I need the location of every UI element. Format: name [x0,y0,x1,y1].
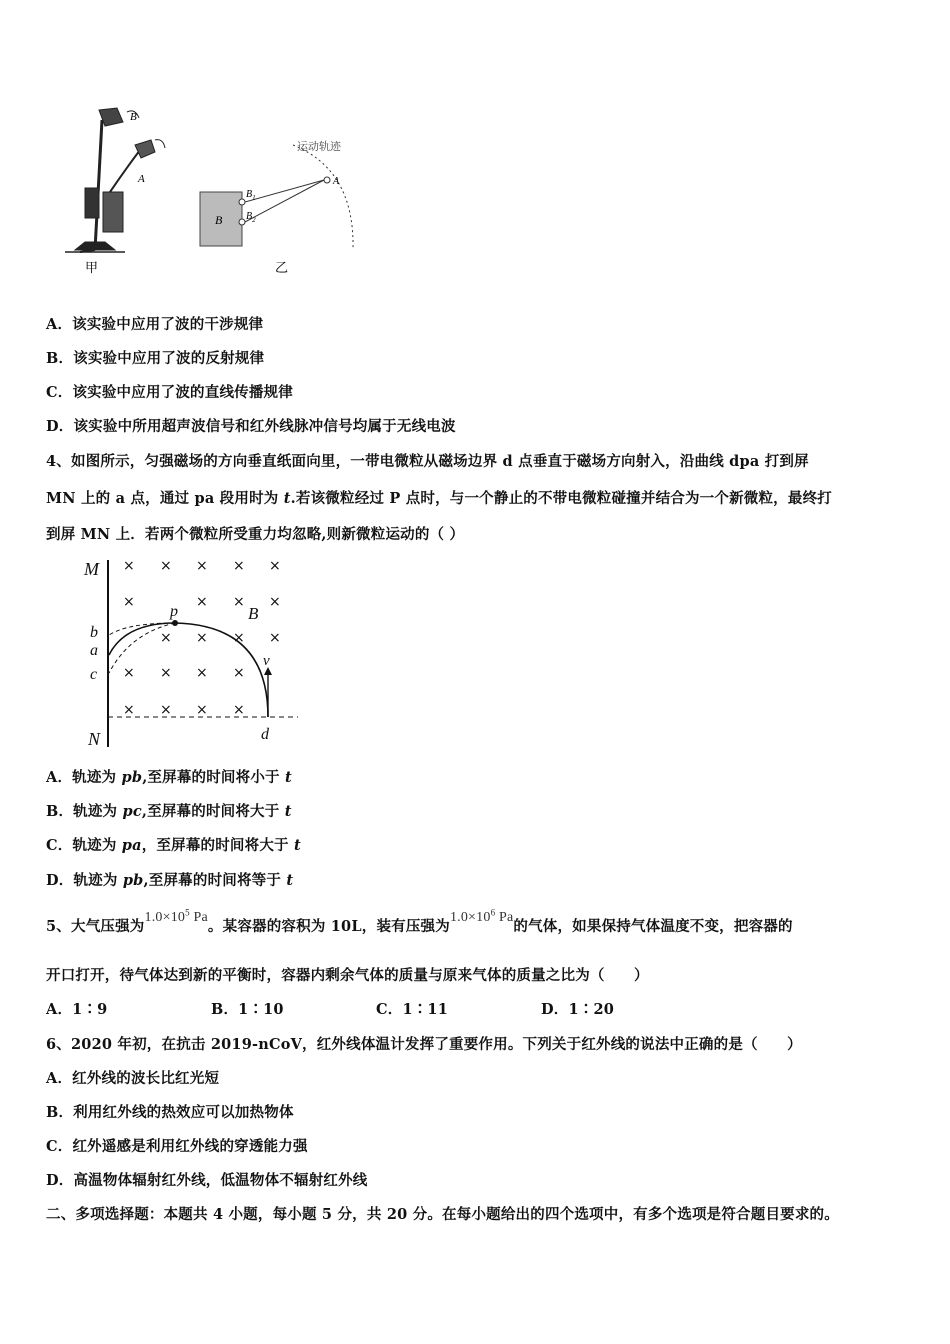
apparatus-yi [200,145,353,250]
q4-stem-line1: 4、如图所示，匀强磁场的方向垂直纸面向里，一带电微粒从磁场边界 d 点垂直于磁场方向射入，沿曲线 dpa 打到屏 [46,453,809,470]
jia-label-A: A [138,173,145,185]
section2-heading: 二、多项选择题：本题共 4 小题，每小题 5 分，共 20 分。在每小题给出的四个选项中，有多个选项是符合题目要求的。 [46,1206,839,1223]
q3-option-c: C．该实验中应用了波的直线传播规律 [46,384,293,401]
svg-text:×: × [269,630,281,646]
q6-stem: 6、2020 年初，在抗击 2019-nCoV，红外线体温计发挥了重要作用。下列关于红外线的说法中正确的是（ ） [46,1036,802,1053]
svg-text:×: × [269,558,281,574]
field-crosses [123,558,281,718]
q3-option-b: B．该实验中应用了波的反射规律 [46,350,265,367]
svg-text:×: × [123,594,135,610]
svg-text:×: × [196,558,208,574]
label-M: M [84,559,99,579]
point-p [172,620,178,626]
q6-option-d: D．高温物体辐射红外线，低温物体不辐射红外线 [46,1172,368,1189]
yi-label-B: B [215,213,223,227]
q5-stem-line1: 5、大气压强为$1.0\times 10^5$ Pa。某容器的容积为 10L，装有压强为$1.0\times 10^6$ Pa的气体，如果保持气体温度不变，把容器的 [46,907,793,935]
q4-option-d: D．轨迹为 pb,至屏幕的时间将等于 t [46,872,294,889]
label-track: 运动轨迹 [297,140,341,153]
svg-text:×: × [160,630,172,646]
figure-apparatus [55,100,395,290]
q3-option-a: A．该实验中应用了波的干涉规律 [46,316,264,333]
label-a: a [90,642,98,659]
label-p: p [170,603,178,620]
apparatus-jia [65,108,165,252]
q6-option-c: C．红外遥感是利用红外线的穿透能力强 [46,1138,308,1155]
svg-text:×: × [160,558,172,574]
svg-text:×: × [123,558,135,574]
svg-text:×: × [196,665,208,681]
q5-option-c: C．1∶11 [376,1001,449,1018]
q5-option-a: A．1∶9 [46,1001,108,1018]
svg-text:×: × [123,665,135,681]
label-b: b [90,624,98,641]
label-yi: 乙 [275,261,289,276]
q3-option-d: D．该实验中所用超声波信号和红外线脉冲信号均属于无线电波 [46,418,456,435]
q4-stem-line2: MN 上的 a 点，通过 pa 段用时为 t.若该微粒经过 P 点时，与一个静止的不带电微粒碰撞并结合为一个新微粒，最终打 [46,490,832,507]
svg-text:×: × [196,630,208,646]
label-c: c [90,666,98,683]
svg-text:×: × [269,594,281,610]
figure-magnetic-field [80,555,310,750]
yi-label-B2: $B_2$ [246,211,256,224]
q5-option-d: D．1∶20 [541,1001,615,1018]
q6-option-b: B．利用红外线的热效应可以加热物体 [46,1104,294,1121]
svg-text:×: × [160,665,172,681]
svg-text:×: × [196,702,208,718]
label-v: v [263,653,270,669]
svg-text:×: × [233,630,245,646]
pressure-p0: $1.0\times 10^5$ Pa [144,907,208,925]
label-B-field: B [248,604,259,623]
svg-text:×: × [160,702,172,718]
svg-text:×: × [233,594,245,610]
label-jia: 甲 [85,261,99,276]
pressure-p1: $1.0\times 10^6$ Pa [449,907,514,925]
q4-option-c: C．轨迹为 pa，至屏幕的时间将大于 t [46,837,301,854]
svg-text:×: × [196,594,208,610]
q5-options [46,998,706,1019]
q4-option-a: A．轨迹为 pb,至屏幕的时间将小于 t [46,769,292,786]
yi-label-B1: $B_1$ [246,189,256,202]
svg-text:×: × [233,702,245,718]
svg-text:×: × [233,558,245,574]
label-N: N [88,729,101,749]
svg-text:×: × [123,702,135,718]
q6-option-a: A．红外线的波长比红光短 [46,1070,220,1087]
q4-stem-line3: 到屏 MN 上．若两个微粒所受重力均忽略,则新微粒运动的（ ） [46,526,465,543]
q5-option-b: B．1∶10 [211,1001,284,1018]
yi-label-A: A [333,176,340,187]
svg-text:×: × [233,665,245,681]
q5-stem-line2: 开口打开，待气体达到新的平衡时，容器内剩余气体的质量与原来气体的质量之比为（ ） [46,967,649,984]
q4-option-b: B．轨迹为 pc,至屏幕的时间将大于 t [46,803,292,820]
label-d: d [261,726,269,743]
jia-label-B: B [130,111,137,123]
